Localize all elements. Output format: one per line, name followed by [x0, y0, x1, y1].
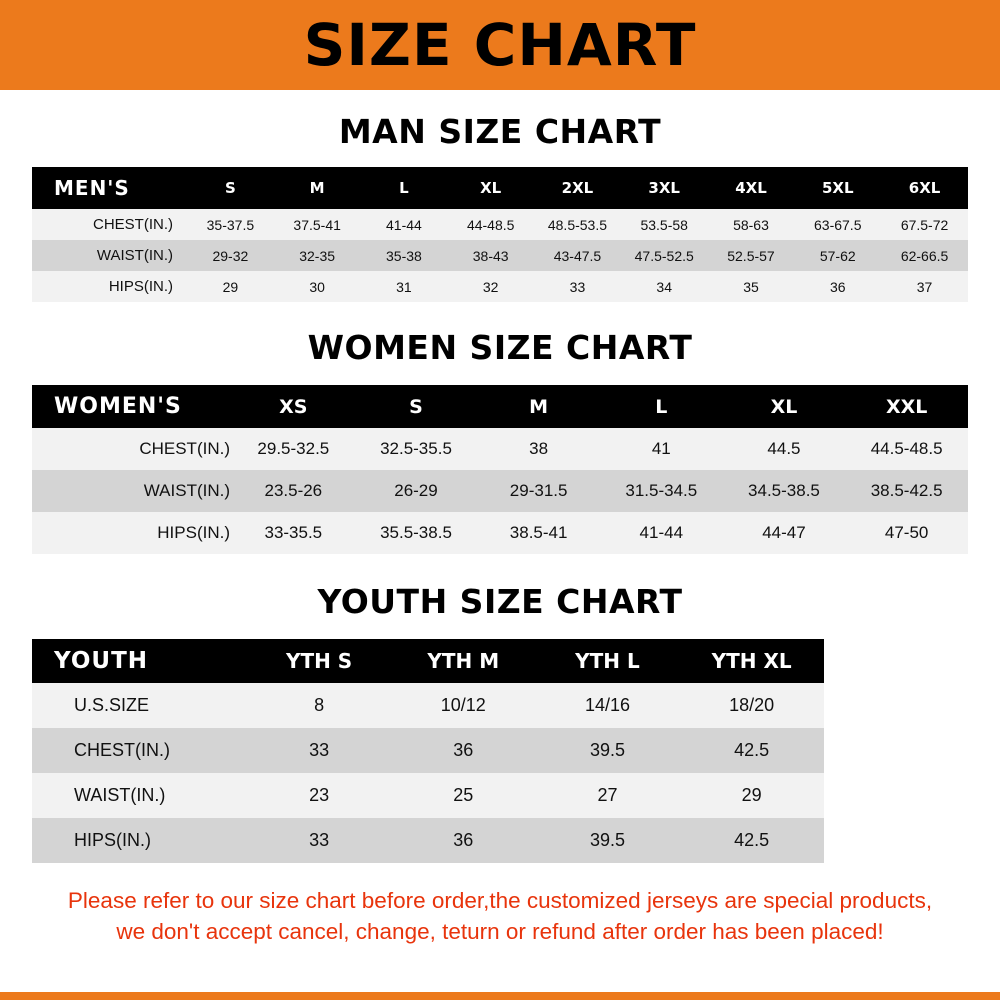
youth-table-body [32, 683, 968, 863]
man-cell: 36 [829, 278, 846, 295]
youth-cell: 14/16 [584, 695, 630, 715]
table-row [32, 512, 968, 554]
youth-cell: 27 [597, 785, 618, 805]
women-cell: 33-35.5 [264, 523, 323, 542]
footer-note-line2: we don't accept cancel, change, teturn or refund after order has been placed! [116, 919, 884, 945]
table-row [32, 209, 968, 240]
footer-note-line1: Please refer to our size chart before order,the customized jerseys are special products, [67, 888, 933, 913]
women-row-label: HIPS(IN.) [157, 523, 230, 542]
women-table-head [32, 385, 968, 428]
man-cell: 33 [569, 278, 586, 295]
man-cell: 34 [656, 278, 672, 295]
youth-cell: 33 [309, 830, 330, 850]
man-cell: 57-62 [819, 247, 856, 264]
women-cell: 44-47 [762, 523, 806, 542]
women-column-header: XS [279, 395, 308, 418]
youth-cell: 42.5 [734, 740, 770, 760]
youth-header-row [32, 639, 968, 683]
man-cell: 47.5-52.5 [634, 247, 694, 264]
man-cell: 63-67.5 [814, 216, 862, 233]
youth-size-table [32, 639, 968, 863]
man-cell: 43-47.5 [553, 247, 602, 264]
man-cell: 29-32 [212, 247, 249, 264]
women-header-label: WOMEN'S [54, 394, 182, 419]
women-cell: 23.5-26 [264, 481, 323, 500]
man-cell: 53.5-58 [640, 216, 688, 233]
man-cell: 35-37.5 [206, 216, 255, 233]
women-cell: 26-29 [394, 481, 438, 500]
header-bar [0, 0, 1000, 90]
women-cell: 31.5-34.5 [625, 481, 698, 500]
women-table-wrap [0, 385, 1000, 554]
man-column-header: L [399, 179, 409, 197]
man-table-body [32, 209, 968, 302]
youth-row-label: HIPS(IN.) [74, 830, 152, 850]
man-column-header: XL [480, 179, 502, 197]
women-section-title: WOMEN SIZE CHART [307, 328, 693, 367]
youth-column-header: YTH S [285, 649, 353, 673]
women-cell: 38.5-42.5 [870, 481, 943, 500]
man-column-header: 2XL [561, 179, 594, 197]
man-cell: 31 [396, 278, 412, 295]
man-header-row [32, 167, 968, 209]
man-column-header: M [309, 179, 325, 197]
youth-cell: 25 [453, 785, 474, 805]
youth-cell: 42.5 [734, 830, 770, 850]
man-cell: 41-44 [386, 216, 422, 233]
women-row-label: WAIST(IN.) [143, 481, 230, 500]
table-row [32, 683, 968, 728]
youth-header-label: YOUTH [54, 648, 149, 674]
youth-column-header: YTH XL [711, 649, 792, 673]
man-column-header: 6XL [908, 179, 941, 197]
youth-row-label: WAIST(IN.) [74, 785, 166, 805]
man-section-title: MAN SIZE CHART [338, 112, 662, 151]
women-cell: 41 [651, 439, 671, 458]
women-cell: 32.5-35.5 [380, 439, 452, 458]
youth-cell: 23 [309, 785, 330, 805]
youth-column-header: YTH M [427, 649, 500, 673]
man-cell: 30 [309, 278, 325, 295]
footer-note [0, 885, 1000, 947]
women-cell: 44.5-48.5 [870, 439, 943, 458]
youth-section-title: YOUTH SIZE CHART [317, 582, 683, 621]
man-cell: 32-35 [299, 247, 336, 264]
youth-cell: 18/20 [729, 695, 775, 715]
man-header-label: MEN'S [54, 176, 130, 200]
man-cell: 35-38 [386, 247, 422, 264]
man-cell: 29 [222, 278, 239, 295]
man-cell: 44-48.5 [466, 216, 515, 233]
table-row [32, 271, 968, 302]
man-cell: 35 [743, 278, 759, 295]
women-column-header: S [409, 395, 423, 418]
youth-cell: 36 [453, 830, 474, 850]
women-cell: 29-31.5 [509, 481, 568, 500]
youth-cell: 36 [453, 740, 474, 760]
women-column-header: L [655, 395, 668, 418]
women-cell: 34.5-38.5 [748, 481, 820, 500]
women-size-table [32, 385, 968, 554]
youth-column-header: YTH L [575, 649, 640, 673]
table-row [32, 773, 968, 818]
man-cell: 37 [916, 278, 933, 295]
table-row [32, 470, 968, 512]
man-cell: 32 [482, 278, 499, 295]
women-column-header: XXL [885, 395, 928, 418]
man-column-header: 4XL [735, 179, 767, 197]
women-cell: 29.5-32.5 [257, 439, 330, 458]
youth-cell: 39.5 [589, 830, 625, 850]
women-table-body [32, 428, 968, 554]
table-row [32, 240, 968, 271]
man-row-label: CHEST(IN.) [93, 216, 173, 233]
man-cell: 38-43 [472, 247, 509, 264]
man-cell: 67.5-72 [900, 216, 949, 233]
women-row-label: CHEST(IN.) [139, 439, 230, 458]
man-column-header: 5XL [821, 179, 854, 197]
youth-cell: 33 [309, 740, 330, 760]
table-row [32, 818, 968, 863]
man-cell: 62-66.5 [900, 247, 949, 264]
man-cell: 58-63 [733, 216, 769, 233]
women-column-header: M [529, 395, 549, 418]
table-row [32, 428, 968, 470]
women-cell: 41-44 [639, 523, 684, 542]
women-cell: 47-50 [884, 523, 929, 542]
man-table-head [32, 167, 968, 209]
youth-cell: 39.5 [589, 740, 625, 760]
youth-cell: 8 [314, 695, 325, 715]
man-cell: 52.5-57 [727, 247, 775, 264]
youth-table-head [32, 639, 968, 683]
man-cell: 37.5-41 [293, 216, 341, 233]
women-column-header: XL [770, 395, 798, 418]
women-cell: 44.5 [767, 439, 801, 458]
man-row-label: WAIST(IN.) [96, 247, 173, 264]
man-row-label: HIPS(IN.) [108, 278, 173, 295]
women-cell: 38.5-41 [509, 523, 568, 542]
women-cell: 38 [529, 439, 549, 458]
youth-row-label: CHEST(IN.) [74, 740, 170, 760]
youth-table-wrap [0, 639, 1000, 863]
youth-cell: 29 [741, 785, 762, 805]
man-column-header: 3XL [648, 179, 680, 197]
man-cell: 48.5-53.5 [547, 216, 608, 233]
youth-cell: 10/12 [440, 695, 486, 715]
women-header-row [32, 385, 968, 428]
page-title: SIZE CHART [303, 11, 697, 79]
youth-row-label: U.S.SIZE [74, 695, 150, 715]
women-cell: 35.5-38.5 [380, 523, 452, 542]
man-table-wrap [0, 167, 1000, 302]
bottom-orange-strip [0, 992, 1000, 1000]
table-row [32, 728, 968, 773]
man-size-table [32, 167, 968, 302]
man-column-header: S [224, 179, 236, 197]
